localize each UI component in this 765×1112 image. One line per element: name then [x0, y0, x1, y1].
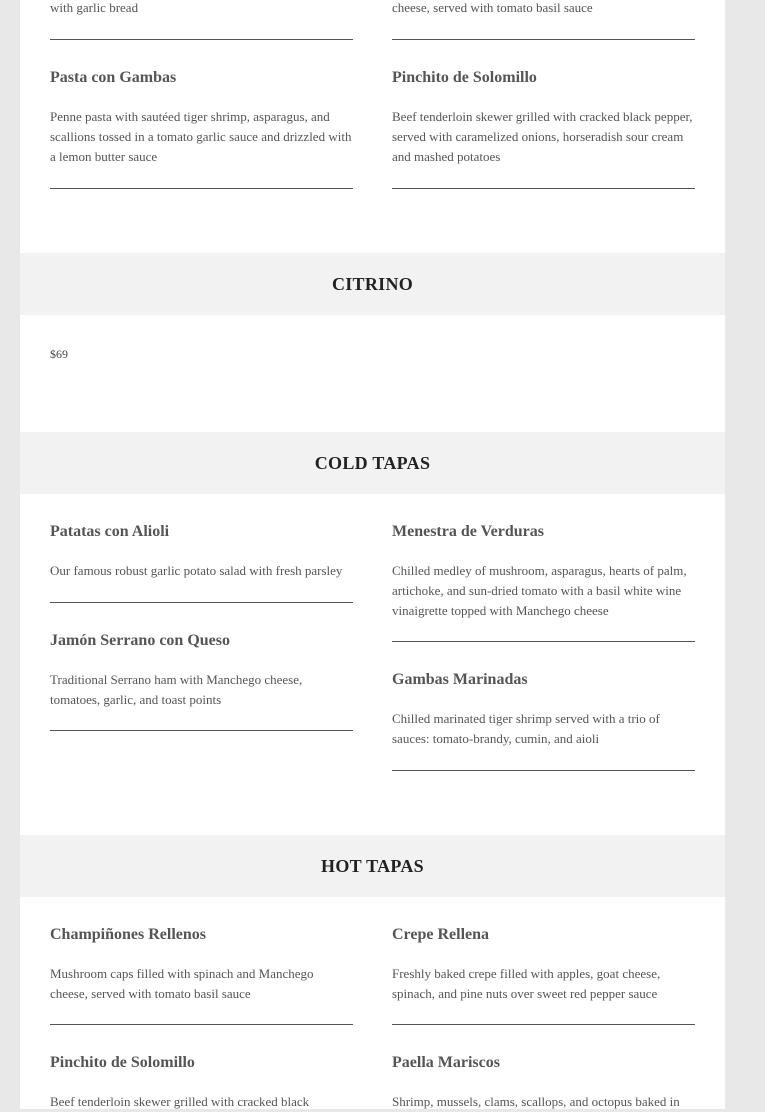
item-name: Patatas con Alioli — [50, 523, 170, 540]
item-description: Shrimp, mussels, clams, scallops, and octopus baked in — [392, 1094, 680, 1109]
item-divider — [50, 602, 353, 603]
item-divider — [50, 188, 353, 189]
section-title: CITRINO — [331, 273, 414, 294]
item-divider — [392, 39, 695, 40]
item-description: Chilled medley of mushroom, asparagus, hearts of palm, artichoke, and sun-dried tomato with a basil white wine vinaigrette topped with Manchego cheese — [392, 563, 687, 618]
section-header-cold-tapas — [20, 432, 725, 494]
item-description: Freshly baked crepe filled with apples, goat cheese, spinach, and pine nuts over sweet red pepper sauce — [392, 966, 661, 1001]
item-divider — [392, 188, 695, 189]
item-divider — [50, 730, 353, 731]
item-name: Menestra de Verduras — [392, 523, 544, 540]
item-name: Crepe Rellena — [392, 926, 490, 943]
menu-page — [20, 0, 725, 1109]
item-description: Beef tenderloin skewer grilled with cracked black pepper, served with caramelized onions, horseradish sour cream and mashed potatoes — [392, 109, 693, 164]
item-name: Champiñones Rellenos — [50, 926, 207, 943]
item-name: Pasta con Gambas — [50, 69, 177, 86]
section-header-hot-tapas — [20, 835, 725, 897]
item-description: with garlic bread — [50, 0, 139, 15]
item-description: Beef tenderloin skewer grilled with cracked black — [50, 1094, 310, 1109]
item-description: Mushroom caps filled with spinach and Manchego cheese, served with tomato basil sauce — [50, 966, 314, 1001]
item-name: Gambas Marinadas — [392, 671, 528, 688]
item-name: Pinchito de Solomillo — [392, 69, 537, 86]
item-description: Traditional Serrano ham with Manchego cheese, tomatoes, garlic, and toast points — [50, 672, 303, 707]
section-title: HOT TAPAS — [321, 855, 424, 876]
item-divider — [392, 1024, 695, 1025]
item-description: Our famous robust garlic potato salad with fresh parsley — [50, 563, 343, 578]
item-name: Jamón Serrano con Queso — [50, 632, 230, 649]
item-name: Paella Mariscos — [392, 1054, 500, 1071]
item-divider — [392, 770, 695, 771]
item-name: Pinchito de Solomillo — [50, 1054, 195, 1071]
item-divider — [50, 1024, 353, 1025]
section-header-citrino — [20, 253, 725, 315]
item-description: cheese, served with tomato basil sauce — [392, 0, 593, 15]
section-title: COLD TAPAS — [314, 452, 431, 473]
item-divider — [50, 39, 353, 40]
item-divider — [392, 641, 695, 642]
item-description: Chilled marinated tiger shrimp served with a trio of sauces: tomato-brandy, cumin, and aioli — [392, 711, 660, 746]
section-price: $69 — [50, 347, 68, 361]
item-description: Penne pasta with sautéed tiger shrimp, asparagus, and scallions tossed in a tomato garlic sauce and drizzled with a lemon butter sauce — [50, 109, 352, 164]
